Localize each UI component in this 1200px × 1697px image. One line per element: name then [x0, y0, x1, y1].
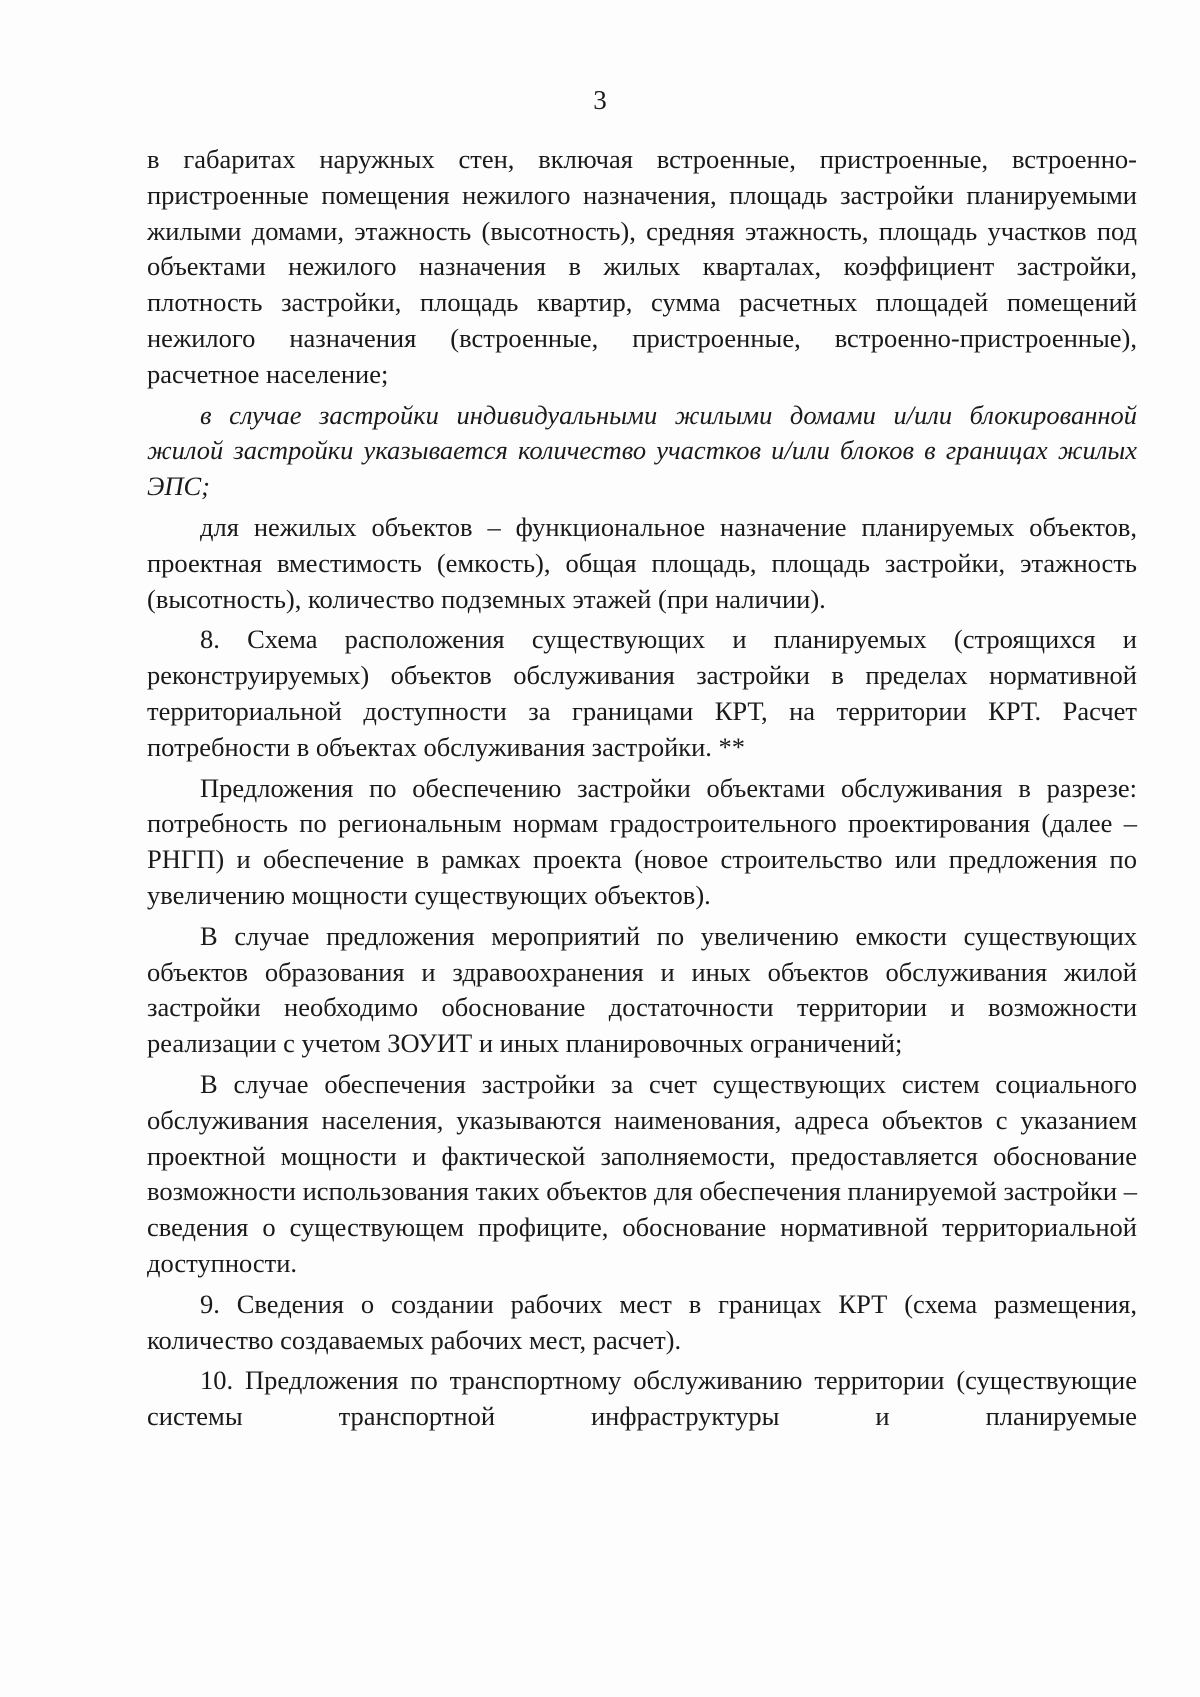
- paragraph-item-9-jobs: 9. Сведения о создании рабочих мест в границах КРТ (схема размещения, количество создаваемых рабочих мест, расчет).: [147, 1288, 1137, 1355]
- paragraph-item-8-service-scheme: 8. Схема расположения существующих и планируемых (строящихся и реконструируемых) объектов обслуживания застройки в пределах нормативной территориальной доступности за границами КРТ, на территории КРТ. Расчет потребности в объектах обслуживания застройки. **: [147, 624, 1137, 762]
- paragraph-non-residential-objects: для нежилых объектов – функциональное назначение планируемых объектов, проектная вместимость (емкость), общая площадь, площадь застройки, этажность (высотность), количество подземных этажей (при наличии).: [147, 511, 1137, 614]
- document-body: [147, 142, 1137, 1440]
- page-number: 3: [593, 85, 607, 115]
- paragraph-service-proposals: Предложения по обеспечению застройки объектами обслуживания в разрезе: потребность по региональным нормам градостроительного проектирования (далее – РНГП) и обеспечение в рамках проекта (новое строительство или предложения по увеличению мощности существующих объектов).: [147, 772, 1137, 910]
- paragraph-building-parameters: в габаритах наружных стен, включая встроенные, пристроенные, встроенно-пристроенные помещения нежилого назначения, площадь застройки планируемыми жилыми домами, этажность (высотность), средняя этажность, площадь участков под объектами нежилого назначения в жилых кварталах, коэффициент застройки, плотность застройки, площадь квартир, сумма расчетных площадей помещений нежилого назначения (встроенные, пристроенные, встроенно-пристроенные), расчетное население;: [147, 144, 1137, 389]
- paragraph-existing-social-systems: В случае обеспечения застройки за счет существующих систем социального обслуживания населения, указываются наименования, адреса объектов с указанием проектной мощности и фактической заполняемости, предоставляется обоснование возможности использования таких объектов для обеспечения планируемой застройки – сведения о существующем профиците, обоснование нормативной территориальной доступности.: [147, 1068, 1137, 1278]
- paragraph-capacity-increase: В случае предложения мероприятий по увеличению емкости существующих объектов образования и здравоохранения и иных объектов обслуживания жилой застройки необходимо обоснование достаточности территории и возможности реализации с учетом ЗОУИТ и иных планировочных ограничений;: [147, 920, 1137, 1059]
- paragraph-item-10-transport: 10. Предложения по транспортному обслуживанию территории (существующие системы транспортной инфраструктуры и планируемые: [147, 1365, 1137, 1432]
- paragraph-individual-housing-note: в случае застройки индивидуальными жилыми домами и/или блокированной жилой застройки указывается количество участков и/или блоков в границах жилых ЭПС;: [147, 399, 1137, 502]
